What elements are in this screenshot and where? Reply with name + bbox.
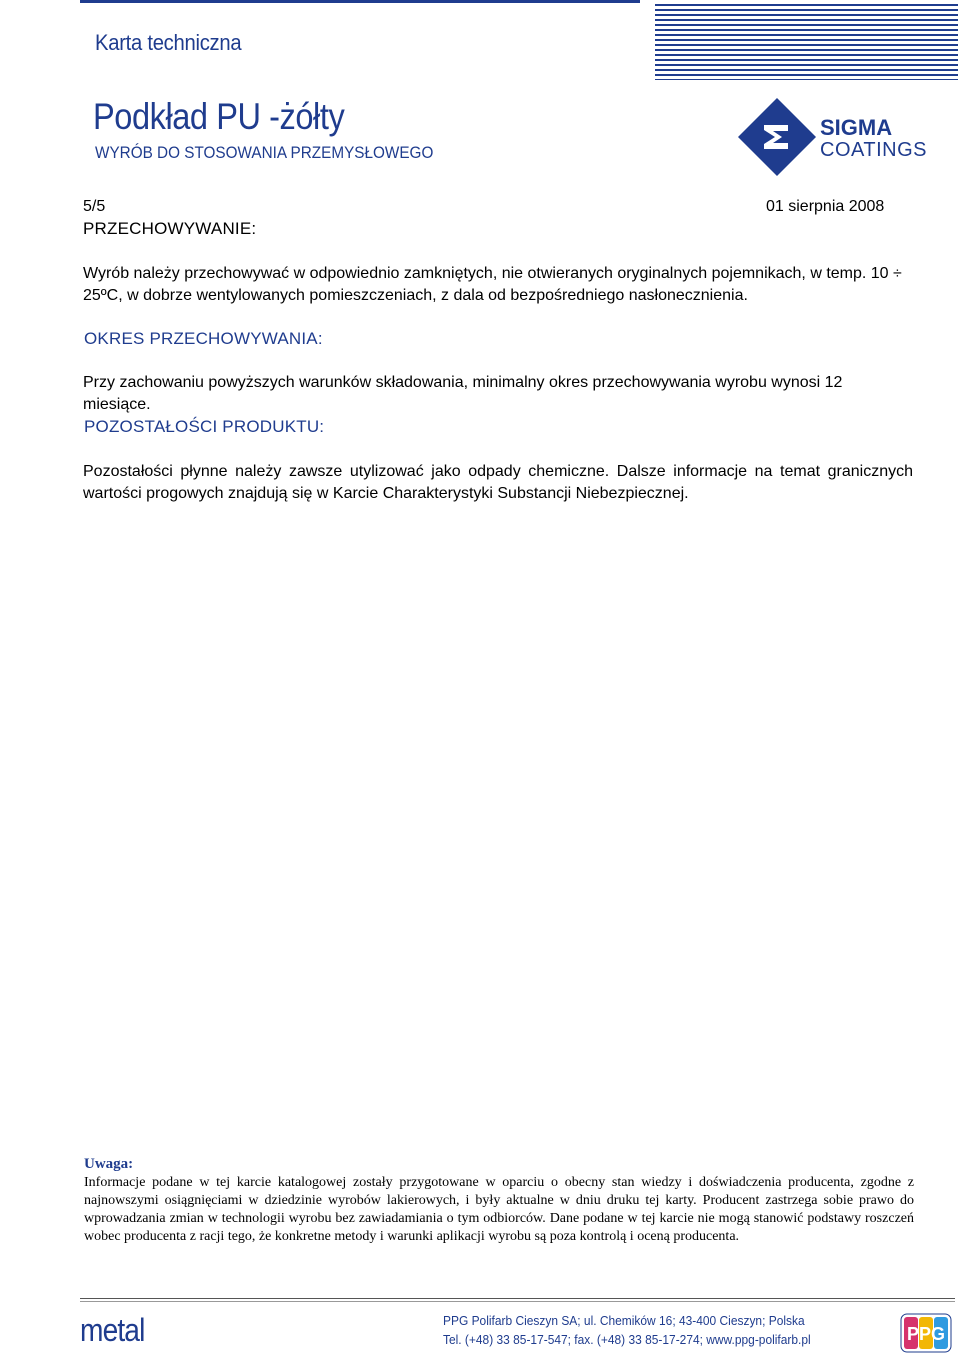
section-heading-residues: POZOSTAŁOŚCI PRODUKTU:	[84, 417, 325, 436]
product-segment: metal	[80, 1312, 145, 1348]
section-heading-shelf-life: OKRES PRZECHOWYWANIA:	[84, 329, 323, 348]
product-subtitle: WYRÓB DO STOSOWANIA PRZEMYSŁOWEGO	[95, 143, 434, 162]
page-number: 5/5	[83, 198, 106, 215]
document-date: 01 sierpnia 2008	[766, 198, 885, 215]
section-heading-storage: PRZECHOWYWANIE:	[83, 219, 257, 238]
ppg-logo	[900, 1313, 952, 1353]
ppg-logo-text: PPG	[906, 1324, 946, 1344]
footer-rule-secondary	[80, 1301, 955, 1302]
section-text-residues: Pozostałości płynne należy zawsze utylizować jako odpady chemiczne. Dalsze informacje na temat granicznych wartości progowych znajdują się w Karcie Charakterystyki Substancji Niebezpiecznej.	[83, 463, 913, 502]
document-type: Karta techniczna	[95, 30, 242, 55]
header-rule	[80, 0, 640, 3]
product-title: Podkład PU -żółty	[93, 96, 345, 137]
company-address	[443, 1311, 811, 1349]
disclaimer-note	[84, 1155, 914, 1246]
logo-text-sigma: SIGMA	[820, 115, 893, 140]
address-line-2: Tel. (+48) 33 85-17-547; fax. (+48) 33 85-17-274; www.ppg-polifarb.pl	[443, 1332, 811, 1347]
note-label: Uwaga:	[84, 1156, 134, 1172]
header-stripes-decoration	[655, 4, 958, 80]
sigma-coatings-logo	[738, 98, 938, 176]
address-line-1: PPG Polifarb Cieszyn SA; ul. Chemików 16; 43-400 Cieszyn; Polska	[443, 1313, 805, 1328]
logo-text-coatings: COATINGS	[820, 139, 927, 161]
section-text-storage: Wyrób należy przechowywać w odpowiednio zamkniętych, nie otwieranych oryginalnych pojemnikach, w temp. 10 ÷ 25ºC, w dobrze wentylowanych pomieszczeniach, z dala od bezpośredniego nasłonecznienia.	[83, 265, 902, 304]
sigma-logo-mark	[738, 98, 816, 176]
section-text-shelf-life: Przy zachowaniu powyższych warunków składowania, minimalny okres przechowywania wyrobu wynosi 12 miesiące.	[83, 374, 843, 413]
note-text: Informacje podane w tej karcie katalogowej zostały przygotowane w oparciu o obecny stan wiedzy i doświadczenia producenta, zgodne z najnowszymi osiągnięciami w dziedzinie wyrobów lakierowych, i były aktualne w dniu druku tej karty. Producent zastrzega sobie prawo do wprowadzania zmian w technologii wyrobu bez zawiadamiania o tym odbiorców. Dane podane w tej karcie nie mogą stanowić podstawy roszczeń wobec producenta z racji tego, że konkretne metody i warunki aplikacji wyrobu są poza kontrolą i oceną producenta.	[84, 1175, 914, 1244]
footer-rule	[80, 1298, 955, 1299]
